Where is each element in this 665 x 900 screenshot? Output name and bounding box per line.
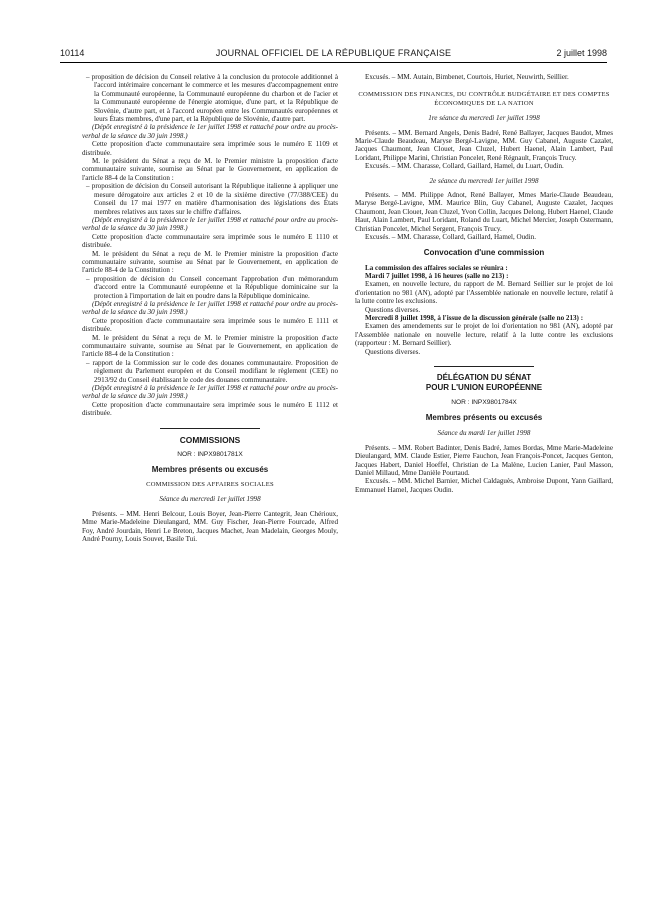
commission-name: COMMISSION DES FINANCES, DU CONTRÔLE BUDGÉTAIRE ET DES COMPTES ÉCONOMIQUES DE LA NATION xyxy=(358,91,610,107)
convocation-date: Mercredi 8 juillet 1998, à l'issue de la discussion générale (salle no 213) : xyxy=(365,313,584,322)
convocation-date: Mardi 7 juillet 1998, à 16 heures (salle no 213) : xyxy=(365,271,509,280)
deposit-note: (Dépôt enregistré à la présidence le 1er juillet 1998 et rattaché pour ordre au procès-verbal de la séance du 30 juin 1998.) xyxy=(82,123,338,140)
delegation-heading: POUR L'UNION EUROPÉENNE xyxy=(425,382,543,392)
print-note: Cette proposition d'acte communautaire sera imprimée sous le numéro E 1109 et distribuée. xyxy=(82,140,338,157)
present-members: Présents. – MM. Robert Badinter, Denis Badré, James Bordas, Mme Marie-Madeleine Dieulangard, MM. Claude Estier, Pierre Fauchon, Jean François-Poncet, Jacques Genton, Jacques Habert, Daniel Hoeffel, Christian de La Malène, Lucien Lanier, Paul Masson, Daniel Millaud, Mme Danièle Pourtaud. xyxy=(355,443,613,477)
session-date: Séance du mercredi 1er juillet 1998 xyxy=(159,495,261,504)
proposal-item: – proposition de décision du Conseil concernant l'approbation d'un mémorandum d'accord entre la Communauté européenne et la République dominicaine sur la protection à l'importation de lait en poudre dans la République dominicaine. xyxy=(86,274,338,300)
session-date: 2e séance du mercredi 1er juillet 1998 xyxy=(429,176,539,185)
page-number: 10114 xyxy=(60,48,85,58)
commissions-heading: COMMISSIONS xyxy=(179,434,241,445)
excused-members: Excusés. – MM. Michel Barnier, Michel Caldaguès, Ambroise Dupont, Yann Gaillard, Emmanuel Hamel, Jacques Oudin. xyxy=(355,477,613,494)
excused-members: Excusés. – MM. Charasse, Collard, Gaillard, Hamel, du Luart, Oudin. xyxy=(365,162,564,171)
excused-members: Excusés. – MM. Charasse, Collard, Gaillard, Hamel, Oudin. xyxy=(365,233,537,242)
convocation-heading: Convocation d'une commission xyxy=(423,247,545,257)
deposit-note: (Dépôt enregistré à la présidence le 1er juillet 1998 et rattaché pour ordre au procès-verbal de la séance du 30 juin 1998.) xyxy=(82,384,338,401)
present-members: Présents. – MM. Henri Belcour, Louis Boyer, Jean-Pierre Cantegrit, Jean Chérioux, Mme Marie-Madeleine Dieulangard, MM. Guy Fischer, Jean-Pierre Fourcade, Alfred Foy, André Jourdain, Henri Le Breton, Jacques Machet, Jean Madelain, Georges Mouly, André Pourny, Louis Souvet, Basile Tui. xyxy=(82,509,338,544)
print-note: Cette proposition d'acte communautaire sera imprimée sous le numéro E 1111 et distribuée. xyxy=(82,316,338,334)
nor-reference: NOR : INPX9801784X xyxy=(451,398,517,406)
present-members: Présents. – MM. Bernard Angels, Denis Badré, René Ballayer, Jacques Baudot, Mmes Marie-Claude Beaudeau, Maryse Bergé-Lavigne, MM. Guy Cabanel, Auguste Cazalet, Jacques Chaumont, Jean Clouet, Jean Cluzel, Hubert Haenel, Alain Lambert, Paul Loridant, Philippe Marini, Christian Poncelet, René Régnault, François Trucy. xyxy=(355,128,613,162)
agenda-item: Questions diverses. xyxy=(365,305,421,314)
delegation-heading: DÉLÉGATION DU SÉNAT xyxy=(436,372,532,382)
excused-members: Excusés. – MM. Autain, Bimbenet, Courtois, Huriet, Neuwirth, Seillier. xyxy=(365,73,569,81)
proposal-item: – rapport de la Commission sur le code des douanes communautaire. Proposition de règlement du Parlement européen et du Conseil modifiant le règlement (CEE) no 2913/92 du Conseil établissant le code des douanes communautaire. xyxy=(86,358,338,384)
proposal-item: – proposition de décision du Conseil relative à la conclusion du protocole additionnel à l'accord intérimaire concernant le commerce et les mesures d'accompagnement entre la Communauté européenne, la Communauté européenne du charbon et de l'acier et la Communauté européenne de l'énergie atomique, d'une part, et la République de Slovénie, d'autre part, et à l'accord européen entre les Communautés européennes et leurs États membres, d'une part, et la République de Slovénie, d'autre part. xyxy=(86,73,338,124)
agenda-item: Examen, en nouvelle lecture, du rapport de M. Bernard Seillier sur le projet de loi d'orientation no 981 (AN), adopté par l'Assemblée nationale en nouvelle lecture, relatif à la lutte contre les exclusions. xyxy=(355,280,613,306)
page-header xyxy=(60,46,607,63)
members-heading: Membres présents ou excusés xyxy=(151,465,269,475)
president-intro: M. le président du Sénat a reçu de M. le Premier ministre la proposition d'acte communautaire suivante, soumise au Sénat par le Gouvernement, en application de l'article 88-4 de la Constitution : xyxy=(82,333,338,359)
right-column xyxy=(355,73,613,494)
journal-title: JOURNAL OFFICIEL DE LA RÉPUBLIQUE FRANÇAISE xyxy=(215,48,452,58)
present-members: Présents. – MM. Philippe Adnot, René Ballayer, Mmes Marie-Claude Beaudeau, Maryse Bergé-Lavigne, MM. Maurice Blin, Guy Cabanel, Auguste Cazalet, Jacques Chaumont, Jean Clouet, Jean Cluzel, Yvon Collin, Jacques Delong, Hubert Haenel, Claude Haut, Alain Lambert, Paul Loridant, Roland du Luart, Michel Mercier, Joseph Ostermann, Christian Poncelet, Michel Sergent, François Trucy. xyxy=(355,191,613,233)
proposal-item: – proposition de décision du Conseil autorisant la République italienne à appliquer une mesure dérogatoire aux articles 2 et 10 de la sixième directive (77/388/CEE) du Conseil du 17 mai 1977 en matière d'harmonisation des législations des États membres relatives aux taxes sur le chiffre d'affaires. xyxy=(86,182,338,216)
commission-name: COMMISSION DES AFFAIRES SOCIALES xyxy=(146,481,274,489)
deposit-note: (Dépôt enregistré à la présidence le 1er juillet 1998 et rattaché pour ordre au procès-verbal de la séance du 30 juin 1998.) xyxy=(82,299,338,317)
agenda-item: Examen des amendements sur le projet de loi d'orientation no 981 (AN), adopté par l'Assemblée nationale en nouvelle lecture, relatif à la lutte contre les exclusions (rapporteur : M. Bernard Seillier). xyxy=(355,322,613,348)
agenda-item: Questions diverses. xyxy=(365,347,421,356)
issue-date: 2 juillet 1998 xyxy=(556,48,607,58)
deposit-note: (Dépôt enregistré à la présidence le 1er juillet 1998 et rattaché pour ordre au procès-verbal de la séance du 30 juin 1998.) xyxy=(82,215,338,233)
members-heading: Membres présents ou excusés xyxy=(425,413,543,423)
president-intro: M. le président du Sénat a reçu de M. le Premier ministre la proposition d'acte communautaire suivante, soumise au Sénat par le Gouvernement, en application de l'article 88-4 de la Constitution : xyxy=(82,157,338,182)
convocation-intro: La commission des affaires sociales se réunira : xyxy=(365,263,508,272)
president-intro: M. le président du Sénat a reçu de M. le Premier ministre la proposition d'acte communautaire suivante, soumise au Sénat par le Gouvernement, en application de l'article 88-4 de la Constitution : xyxy=(82,249,338,275)
session-date: 1re séance du mercredi 1er juillet 1998 xyxy=(428,114,540,123)
print-note: Cette proposition d'acte communautaire sera imprimée sous le numéro E 1112 et distribuée. xyxy=(82,400,338,418)
left-column xyxy=(82,73,338,544)
print-note: Cette proposition d'acte communautaire sera imprimée sous le numéro E 1110 et distribuée. xyxy=(82,232,338,250)
nor-reference: NOR : INPX9801781X xyxy=(177,450,243,458)
session-date: Séance du mardi 1er juillet 1998 xyxy=(437,429,531,438)
